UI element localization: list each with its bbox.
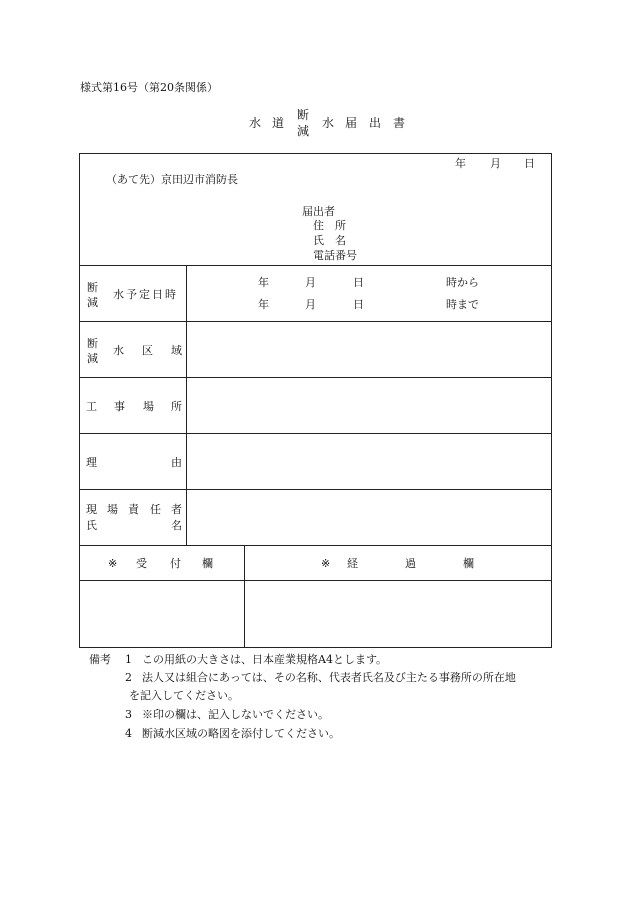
name-label: 氏 名 bbox=[313, 234, 346, 247]
date-day-label: 日 bbox=[524, 157, 535, 170]
reason-label-char: 由 bbox=[171, 456, 182, 469]
row-divider bbox=[79, 377, 552, 378]
start-month: 月 bbox=[305, 276, 316, 289]
note-number: 3 bbox=[125, 708, 132, 721]
row-divider bbox=[79, 489, 552, 490]
schedule-label-bottom: 減 bbox=[87, 296, 98, 309]
area-label-top: 断 bbox=[87, 337, 98, 350]
start-hour: 時から bbox=[446, 276, 479, 289]
title-char: 出 bbox=[369, 116, 382, 130]
area-label-char: 域 bbox=[171, 344, 182, 357]
area-label-char: 水 bbox=[113, 344, 124, 357]
row-divider bbox=[79, 545, 552, 546]
title-char: 水 bbox=[322, 116, 335, 130]
phone-label: 電話番号 bbox=[313, 249, 357, 262]
notes-heading: 備考 bbox=[89, 653, 111, 666]
label-column-divider bbox=[186, 265, 187, 545]
address-label: 住 所 bbox=[313, 219, 346, 232]
reception-header-char: 欄 bbox=[202, 557, 213, 570]
note-text: ※印の欄は、記入しないでください。 bbox=[142, 708, 329, 721]
progress-header-char: 経 bbox=[347, 557, 358, 570]
manager-label-char: 者 bbox=[171, 503, 182, 516]
row-divider bbox=[79, 265, 552, 266]
reception-header-char: 受 bbox=[136, 557, 147, 570]
schedule-label-top: 断 bbox=[87, 281, 98, 294]
progress-header-char: ※ bbox=[321, 557, 331, 570]
start-day: 日 bbox=[353, 276, 364, 289]
row-divider bbox=[79, 580, 552, 581]
note-number: 4 bbox=[125, 727, 132, 740]
title-char: 道 bbox=[272, 116, 285, 130]
manager-label-char: 現 bbox=[86, 503, 97, 516]
form-number: 様式第16号（第20条関係） bbox=[80, 81, 218, 94]
area-label-bottom: 減 bbox=[87, 352, 98, 365]
reception-header-char: ※ bbox=[108, 557, 118, 570]
note-text: この用紙の大きさは、日本産業規格A4とします。 bbox=[142, 653, 388, 666]
area-label-char: 区 bbox=[142, 344, 153, 357]
applicant-label: 届出者 bbox=[302, 205, 335, 218]
note-text: 法人又は組合にあっては、その名称、代表者氏名及び主たる事務所の所在地 bbox=[142, 671, 516, 684]
manager-label-char: 場 bbox=[107, 503, 118, 516]
progress-header-char: 過 bbox=[405, 557, 416, 570]
row-divider bbox=[79, 321, 552, 322]
start-year: 年 bbox=[258, 276, 269, 289]
end-hour: 時まで bbox=[446, 298, 479, 311]
form-title bbox=[0, 110, 630, 138]
note-number: 2 bbox=[125, 671, 132, 684]
end-month: 月 bbox=[305, 298, 316, 311]
reception-header-char: 付 bbox=[170, 557, 181, 570]
note-number: 1 bbox=[125, 653, 132, 666]
schedule-label: 水予定日時 bbox=[113, 288, 178, 301]
title-char: 水 bbox=[249, 116, 262, 130]
title-char: 届 bbox=[345, 116, 358, 130]
manager-label-char: 任 bbox=[150, 503, 161, 516]
manager-label-char: 氏 bbox=[86, 519, 97, 532]
end-year: 年 bbox=[258, 298, 269, 311]
site-label-char: 工 bbox=[86, 400, 97, 413]
progress-header-char: 欄 bbox=[463, 557, 474, 570]
title-stacked-bottom: 減 bbox=[297, 124, 310, 138]
reason-label-char: 理 bbox=[86, 456, 97, 469]
date-month-label: 月 bbox=[490, 157, 501, 170]
title-char: 書 bbox=[393, 116, 406, 130]
site-label-char: 所 bbox=[171, 400, 182, 413]
manager-label-char: 責 bbox=[128, 503, 139, 516]
end-day: 日 bbox=[353, 298, 364, 311]
title-stacked-top: 断 bbox=[297, 108, 310, 122]
addressee: （あて先）京田辺市消防長 bbox=[106, 173, 238, 186]
manager-label-char: 名 bbox=[171, 519, 182, 532]
reception-divider bbox=[244, 545, 245, 648]
site-label-char: 事 bbox=[114, 400, 125, 413]
site-label-char: 場 bbox=[143, 400, 154, 413]
note-text-continued: を記入してください。 bbox=[129, 689, 239, 702]
note-text: 断減水区域の略図を添付してください。 bbox=[142, 727, 340, 740]
row-divider bbox=[79, 433, 552, 434]
date-year-label: 年 bbox=[455, 157, 466, 170]
